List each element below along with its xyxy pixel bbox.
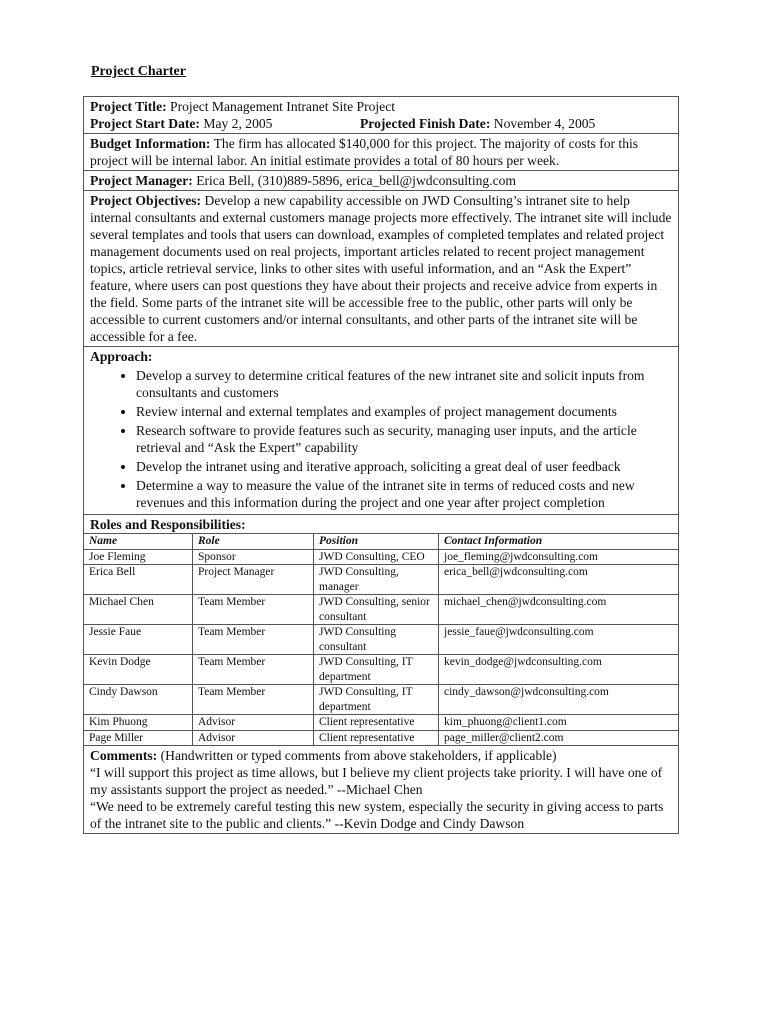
cell-role: Team Member <box>193 685 314 715</box>
roles-table <box>84 533 678 745</box>
manager-label: Project Manager: <box>90 173 193 188</box>
comments-intro: (Handwritten or typed comments from above stakeholders, if applicable) <box>160 748 557 763</box>
approach-item: • Research software to provide features such as security, managing user inputs, and the article retrieval and “Ask the Expert” capability <box>136 422 672 456</box>
dates-line <box>90 115 672 132</box>
project-title-line <box>90 98 672 115</box>
cell-contact: kevin_dodge@jwdconsulting.com <box>439 655 679 685</box>
cell-name: Kevin Dodge <box>84 655 193 685</box>
cell-role: Advisor <box>193 715 314 731</box>
manager-section <box>84 171 678 191</box>
cell-position: Client representative <box>314 715 439 731</box>
cell-name: Page Miller <box>84 730 193 745</box>
table-row <box>84 655 678 685</box>
cell-contact: kim_phuong@client1.com <box>439 715 679 731</box>
project-title-value: Project Management Intranet Site Project <box>170 99 396 114</box>
project-title-label: Project Title: <box>90 99 167 114</box>
cell-position: JWD Consulting, CEO <box>314 549 439 565</box>
column-header-position: Position <box>314 534 439 550</box>
budget-section <box>84 134 678 171</box>
table-row <box>84 549 678 565</box>
approach-item: • Develop the intranet using and iterative approach, soliciting a great deal of user feedback <box>136 458 672 475</box>
cell-role: Advisor <box>193 730 314 745</box>
approach-item: • Review internal and external templates and examples of project management documents <box>136 403 672 420</box>
table-row <box>84 685 678 715</box>
approach-item: • Determine a way to measure the value of the intranet site in terms of reduced costs and new revenues and this information during the project and one year after project completion <box>136 477 672 511</box>
cell-role: Project Manager <box>193 565 314 595</box>
column-header-name: Name <box>84 534 193 550</box>
roles-section <box>84 515 678 533</box>
approach-item: • Develop a survey to determine critical features of the new intranet site and solicit inputs from consultants and customers <box>136 367 672 401</box>
comment-line: “We need to be extremely careful testing this new system, especially the security in giving access to parts of the intranet site to the public and clients.” --Kevin Dodge and Cindy Dawson <box>90 799 664 831</box>
comments-label: Comments: <box>90 748 158 763</box>
cell-role: Sponsor <box>193 549 314 565</box>
approach-section <box>84 347 678 515</box>
cell-role: Team Member <box>193 655 314 685</box>
charter-table <box>83 96 679 834</box>
cell-contact: cindy_dawson@jwdconsulting.com <box>439 685 679 715</box>
column-header-contact: Contact Information <box>439 534 679 550</box>
cell-contact: erica_bell@jwdconsulting.com <box>439 565 679 595</box>
finish-date-label: Projected Finish Date: <box>360 116 491 131</box>
cell-name: Jessie Faue <box>84 625 193 655</box>
comment-line: “I will support this project as time allows, but I believe my client projects take priority. I will have one of my assistants support the project as needed.” --Michael Chen <box>90 765 663 797</box>
table-row <box>84 715 678 731</box>
roles-header-row <box>84 534 678 550</box>
table-row <box>84 595 678 625</box>
budget-value: The firm has allocated $140,000 for this project. The majority of costs for this project will be internal labor. An initial estimate provides a total of 80 hours per week. <box>90 136 639 168</box>
approach-list <box>90 367 672 511</box>
start-date-value: May 2, 2005 <box>203 116 273 131</box>
approach-label: Approach: <box>90 349 153 364</box>
roles-label: Roles and Responsibilities: <box>90 517 246 532</box>
roles-table-wrap <box>84 533 678 746</box>
cell-role: Team Member <box>193 625 314 655</box>
column-header-role: Role <box>193 534 314 550</box>
cell-name: Cindy Dawson <box>84 685 193 715</box>
table-row <box>84 625 678 655</box>
table-row <box>84 565 678 595</box>
cell-name: Michael Chen <box>84 595 193 625</box>
document-title: Project Charter <box>91 64 186 79</box>
cell-contact: joe_fleming@jwdconsulting.com <box>439 549 679 565</box>
table-row <box>84 730 678 745</box>
cell-name: Erica Bell <box>84 565 193 595</box>
cell-name: Joe Fleming <box>84 549 193 565</box>
cell-position: JWD Consulting, IT department <box>314 655 439 685</box>
cell-position: JWD Consulting consultant <box>314 625 439 655</box>
cell-contact: jessie_faue@jwdconsulting.com <box>439 625 679 655</box>
cell-role: Team Member <box>193 595 314 625</box>
objectives-section <box>84 191 678 347</box>
cell-position: JWD Consulting, IT department <box>314 685 439 715</box>
cell-contact: michael_chen@jwdconsulting.com <box>439 595 679 625</box>
budget-label: Budget Information: <box>90 136 211 151</box>
title-dates-section <box>84 97 678 134</box>
start-date-label: Project Start Date: <box>90 116 200 131</box>
cell-position: JWD Consulting, senior consultant <box>314 595 439 625</box>
objectives-label: Project Objectives: <box>90 193 202 208</box>
manager-value: Erica Bell, (310)889-5896, erica_bell@jwdconsulting.com <box>196 173 517 188</box>
cell-position: JWD Consulting, manager <box>314 565 439 595</box>
comments-header <box>90 747 672 764</box>
cell-contact: page_miller@client2.com <box>439 730 679 745</box>
comments-section <box>84 746 678 833</box>
cell-name: Kim Phuong <box>84 715 193 731</box>
finish-date-value: November 4, 2005 <box>493 116 596 131</box>
cell-position: Client representative <box>314 730 439 745</box>
objectives-value: Develop a new capability accessible on JWD Consulting’s intranet site to help internal consultants and external customers manage projects more effectively. The intranet site will include several templates and tools that users can download, examples of completed templates and related project management documents used on real projects, important articles related to recent project management topics, article retrieval service, links to other sites with useful information, and an “Ask the Expert” feature, where users can post questions they have about their projects and receive advice from experts in the field. Some parts of the intranet site will be accessible free to the public, other parts will only be accessible to current customers and/or internal consultants, and other parts of the intranet site will be accessible for a fee. <box>90 193 672 344</box>
